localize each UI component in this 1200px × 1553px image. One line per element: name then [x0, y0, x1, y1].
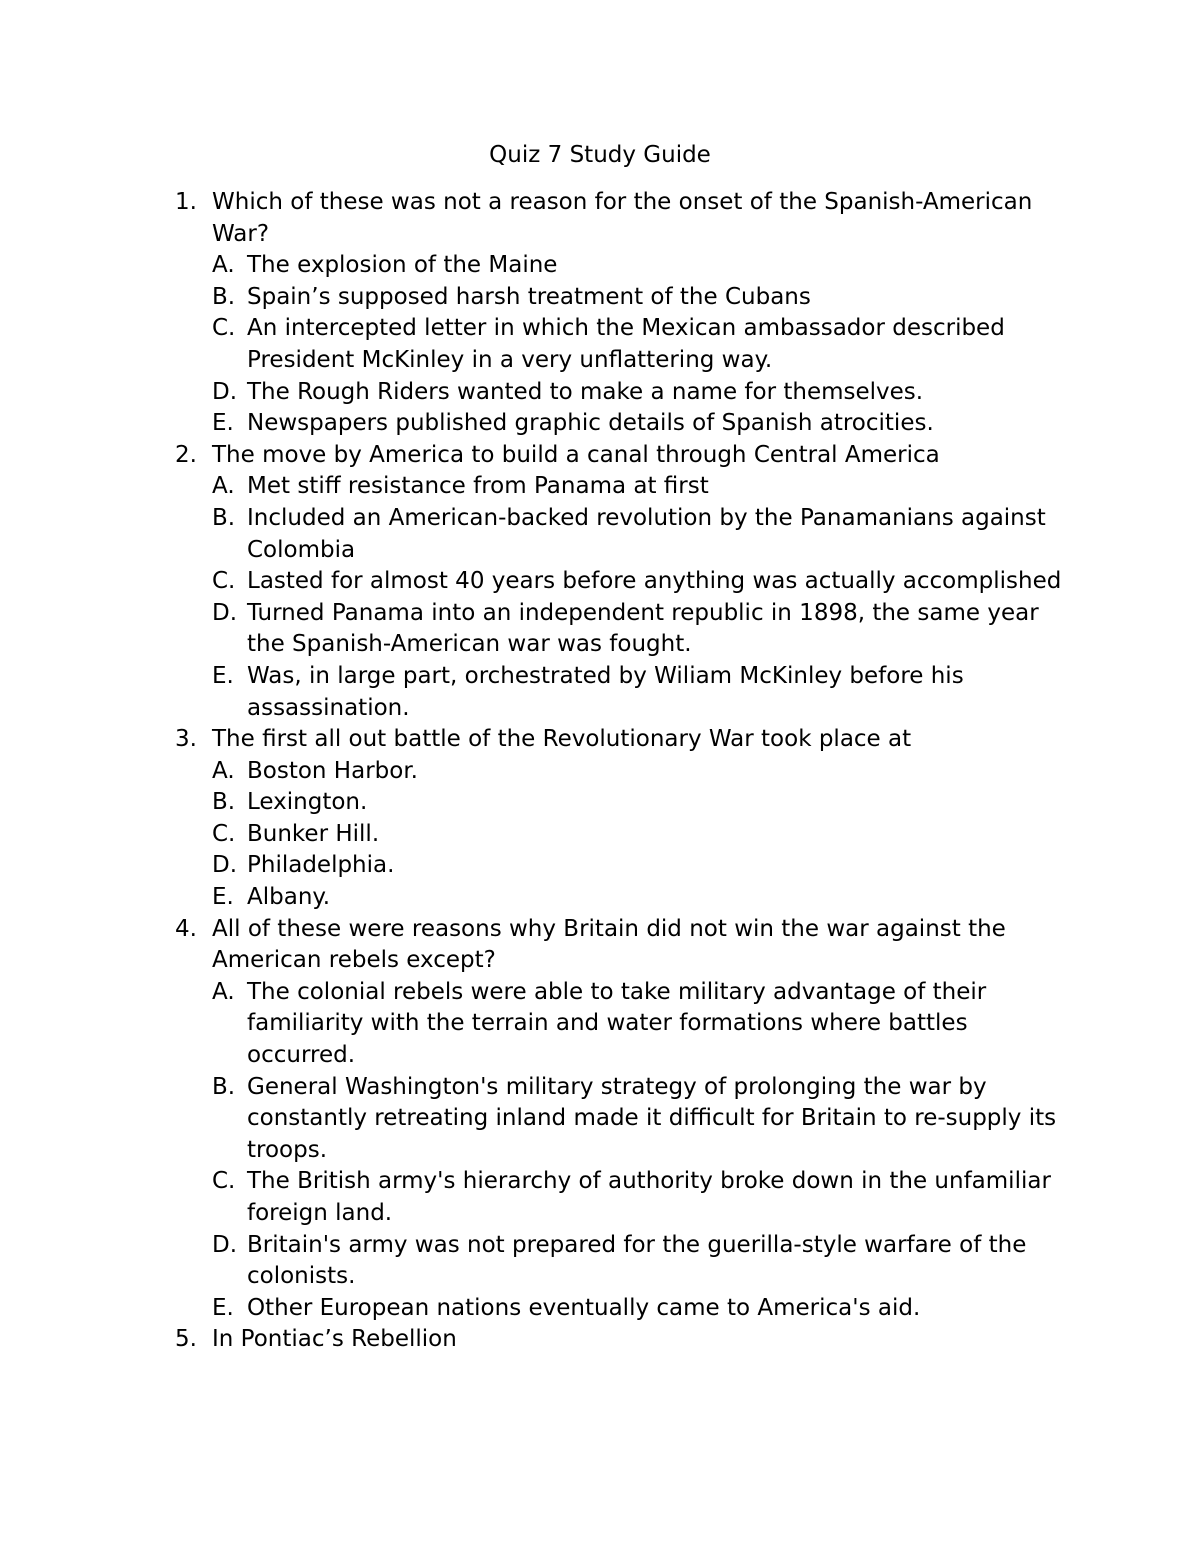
choice-letter: B. — [212, 283, 236, 310]
answer-choice — [212, 1166, 1065, 1229]
choice-letter: D. — [212, 852, 238, 879]
answer-choice — [212, 850, 1065, 882]
choice-letter: B. — [212, 1073, 236, 1100]
choice-letter: C. — [212, 820, 236, 847]
answer-choice — [212, 661, 1065, 724]
answer-choice — [212, 503, 1065, 566]
question-5 — [175, 1324, 1065, 1356]
question-text: All of these were reasons why Britain did not win the war against the American rebels except? — [212, 915, 1006, 974]
question-2 — [175, 440, 1065, 724]
answer-choice — [212, 377, 1065, 409]
choice-text: Spain’s supposed harsh treatment of the Cubans — [247, 283, 811, 310]
choice-text: Met stiff resistance from Panama at first — [247, 473, 709, 500]
choice-letter: E. — [212, 1294, 234, 1321]
question-text: Which of these was not a reason for the onset of the Spanish-American War? — [212, 189, 1033, 247]
choice-text: Other European nations eventually came to America's aid. — [247, 1294, 921, 1321]
question-number: 3. — [175, 726, 197, 753]
question-1 — [175, 187, 1065, 440]
choice-text: Bunker Hill. — [247, 820, 380, 847]
choice-text: Newspapers published graphic details of Spanish atrocities. — [247, 410, 934, 437]
choice-letter: D. — [212, 378, 238, 405]
question-number: 5. — [175, 1326, 197, 1353]
answer-choice — [212, 819, 1065, 851]
answer-choice — [212, 471, 1065, 503]
choice-letter: C. — [212, 315, 236, 342]
choice-text: The British army's hierarchy of authority broke down in the unfamiliar foreign land. — [247, 1168, 1051, 1226]
choice-list — [212, 756, 1065, 914]
question-text: The move by America to build a canal through Central America — [212, 441, 940, 468]
choice-list — [212, 977, 1065, 1325]
choice-text: Britain's army was not prepared for the guerilla-style warfare of the colonists. — [247, 1231, 1027, 1290]
choice-letter: C. — [212, 1168, 236, 1195]
choice-text: Lexington. — [247, 789, 368, 816]
choice-letter: C. — [212, 568, 236, 595]
choice-letter: E. — [212, 662, 234, 689]
choice-list — [212, 250, 1065, 440]
choice-letter: D. — [212, 599, 238, 626]
answer-choice — [212, 756, 1065, 788]
choice-text: The colonial rebels were able to take military advantage of their familiarity with the terrain and water formations where battles occurred. — [247, 978, 987, 1069]
answer-choice — [212, 1072, 1065, 1167]
choice-list — [212, 471, 1065, 724]
answer-choice — [212, 250, 1065, 282]
choice-letter: A. — [212, 252, 235, 279]
question-3 — [175, 724, 1065, 914]
choice-text: Lasted for almost 40 years before anything was actually accomplished — [247, 568, 1062, 595]
choice-letter: B. — [212, 789, 236, 816]
question-number: 1. — [175, 189, 197, 215]
question-number: 2. — [175, 441, 197, 468]
choice-text: An intercepted letter in which the Mexican ambassador described President McKinley in a very unflattering way. — [247, 315, 1005, 373]
choice-letter: E. — [212, 410, 234, 437]
answer-choice — [212, 313, 1065, 376]
answer-choice — [212, 787, 1065, 819]
choice-letter: D. — [212, 1231, 238, 1258]
answer-choice — [212, 566, 1065, 598]
question-list — [175, 187, 1065, 1356]
answer-choice — [212, 282, 1065, 314]
answer-choice — [212, 977, 1065, 1072]
answer-choice — [212, 882, 1065, 914]
choice-letter: A. — [212, 978, 235, 1005]
choice-text: Boston Harbor. — [247, 757, 418, 784]
choice-text: Philadelphia. — [247, 852, 395, 879]
answer-choice — [212, 408, 1065, 440]
question-number: 4. — [175, 915, 197, 942]
choice-letter: E. — [212, 884, 234, 911]
question-4 — [175, 914, 1065, 1325]
choice-letter: A. — [212, 473, 235, 500]
choice-text: Albany. — [247, 884, 331, 911]
choice-text: Included an American-backed revolution by the Panamanians against Colombia — [247, 504, 1046, 563]
choice-text: The explosion of the Maine — [247, 252, 558, 279]
choice-text: Turned Panama into an independent republic in 1898, the same year the Spanish-American war was fought. — [247, 599, 1039, 658]
choice-text: General Washington's military strategy of prolonging the war by constantly retreating inland made it difficult for Britain to re-supply its troops. — [247, 1073, 1057, 1163]
choice-text: The Rough Riders wanted to make a name for themselves. — [247, 378, 924, 405]
choice-text: Was, in large part, orchestrated by Wiliam McKinley before his assassination. — [247, 662, 964, 721]
choice-letter: A. — [212, 757, 235, 784]
answer-choice — [212, 598, 1065, 661]
question-text: In Pontiac’s Rebellion — [212, 1326, 457, 1353]
question-text: The first all out battle of the Revolutionary War took place at — [212, 726, 912, 753]
answer-choice — [212, 1293, 1065, 1325]
answer-choice — [212, 1230, 1065, 1293]
page-title: Quiz 7 Study Guide — [489, 142, 711, 168]
choice-letter: B. — [212, 504, 236, 531]
